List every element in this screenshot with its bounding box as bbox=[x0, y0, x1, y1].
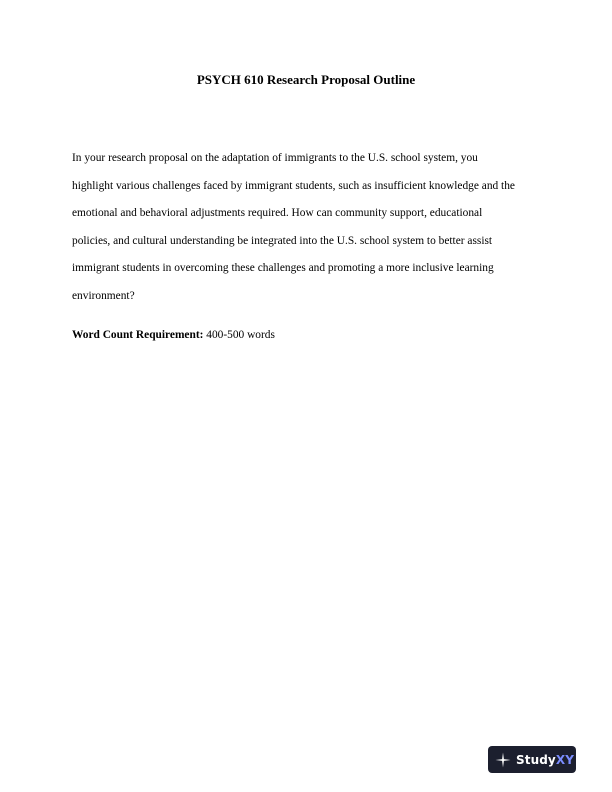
plus-star-icon bbox=[495, 752, 516, 768]
prompt-line: immigrant students in overcoming these challenges and promoting a more inclusive learning bbox=[72, 262, 494, 274]
brand-name-xy: XY bbox=[555, 752, 574, 767]
word-count-requirement bbox=[72, 327, 275, 343]
prompt-line: highlight various challenges faced by immigrant students, such as insufficient knowledge and the bbox=[72, 179, 515, 192]
word-count-value: 400-500 words bbox=[203, 329, 275, 341]
prompt-line: policies, and cultural understanding be integrated into the U.S. school system to better assist bbox=[72, 234, 493, 247]
brand-name bbox=[516, 753, 574, 767]
studyxy-badge[interactable] bbox=[488, 746, 576, 773]
brand-name-study: Study bbox=[516, 752, 556, 767]
word-count-label: Word Count Requirement: bbox=[72, 329, 204, 341]
prompt-line: emotional and behavioral adjustments required. How can community support, educational bbox=[72, 207, 483, 219]
prompt-paragraph bbox=[72, 150, 542, 315]
prompt-line: In your research proposal on the adaptation of immigrants to the U.S. school system, you bbox=[72, 152, 478, 164]
document-title: PSYCH 610 Research Proposal Outline bbox=[196, 72, 416, 87]
prompt-line: environment? bbox=[72, 289, 135, 302]
